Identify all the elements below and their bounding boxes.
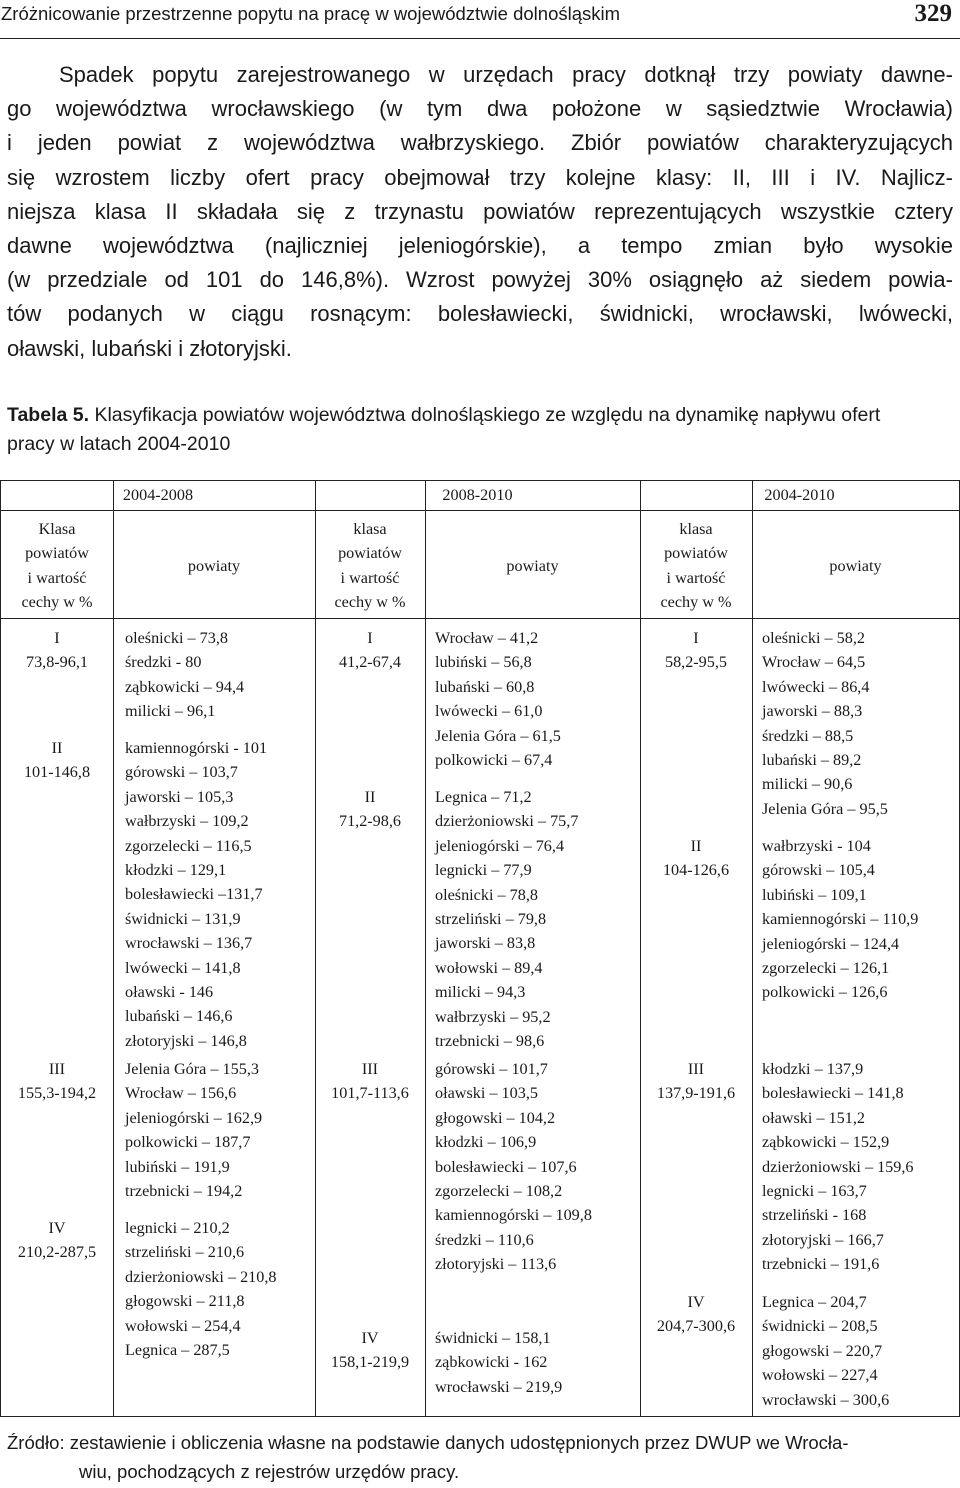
powiat-entry: wrocławski – 136,7 [125, 934, 253, 953]
powiaty-list [125, 1216, 277, 1362]
powiat-entry: dzierżoniowski – 210,8 [125, 1267, 277, 1286]
powiat-entry: zgorzelecki – 108,2 [435, 1182, 563, 1201]
class-column-header: klasa powiatów i wartość cechy w % [660, 520, 732, 612]
powiaty-list [435, 626, 561, 772]
period-header: 2004-2010 [764, 486, 835, 504]
powiat-entry: Jelenia Góra – 95,5 [762, 799, 888, 818]
powiat-entry: legnicki – 77,9 [435, 861, 532, 880]
powiat-entry: wołowski – 89,4 [435, 958, 543, 977]
powiat-entry: wałbrzyski - 104 [762, 837, 871, 855]
paragraph-line: się wzrostem liczby ofert pracy obejmował trzy kolejne klasy: II, III i IV. Najlicz- [7, 164, 953, 190]
powiat-entry: głogowski – 211,8 [125, 1292, 245, 1311]
period-header: 2008-2010 [442, 486, 513, 504]
powiat-entry: jeleniogórski – 76,4 [435, 836, 565, 855]
powiat-entry: jaworski – 105,3 [125, 787, 234, 806]
powiat-entry: milicki – 90,6 [762, 775, 853, 794]
classification-table [0, 480, 960, 1417]
powiat-entry: jaworski – 88,3 [762, 702, 863, 721]
powiat-entry: jeleniogórski – 124,4 [762, 934, 900, 953]
powiaty-column-header: powiaty [829, 557, 882, 575]
class-label: II 101-146,8 [23, 739, 91, 782]
powiat-entry: wałbrzyski – 109,2 [125, 812, 249, 831]
powiat-entry: lubański – 60,8 [435, 677, 535, 696]
powiat-entry: oławski - 146 [125, 983, 214, 1002]
powiat-entry: trzebnicki – 191,6 [762, 1255, 880, 1274]
paragraph-line: i jeden powiat z województwa wałbrzyskiego. Zbiór powiatów charakteryzujących [7, 130, 953, 156]
paragraph-line: Spadek popytu zarejestrowanego w urzędach pracy dotknął trzy powiaty dawne- [59, 62, 953, 87]
powiat-entry: lwówecki – 141,8 [125, 958, 241, 977]
paragraph-line: dawne województwa (najliczniej jeleniogórskie), a tempo zmian było wysokie [7, 233, 953, 259]
table-caption-text: Klasyfikacja powiatów województwa dolnośląskiego ze względu na dynamikę napływu ofert [94, 404, 881, 426]
powiat-entry: trzebnicki – 98,6 [435, 1032, 545, 1051]
powiat-entry: średzki – 110,6 [435, 1230, 534, 1249]
class-label: IV 158,1-219,9 [330, 1329, 410, 1372]
powiat-entry: lubański – 146,6 [125, 1007, 233, 1026]
powiat-entry: strzeliński – 79,8 [435, 910, 547, 929]
powiat-entry: jaworski – 83,8 [435, 934, 536, 953]
powiat-entry: głogowski – 104,2 [435, 1108, 556, 1127]
powiat-entry: kłodzki – 106,9 [435, 1133, 537, 1152]
table-caption-label: Tabela 5. [7, 404, 90, 426]
powiat-entry: kamiennogórski – 110,9 [762, 910, 919, 929]
powiaty-column-header: powiaty [187, 557, 241, 575]
powiaty-list [762, 1057, 914, 1277]
powiat-entry: wrocławski – 300,6 [762, 1390, 890, 1409]
powiat-entry: oławski – 103,5 [435, 1084, 538, 1103]
powiaty-list [762, 1290, 889, 1412]
powiaty-list [762, 834, 918, 1005]
powiat-entry: ząbkowicki – 94,4 [125, 677, 245, 696]
powiat-entry: bolesławiecki –131,7 [125, 885, 263, 904]
class-label: III 101,7-113,6 [331, 1060, 409, 1103]
powiaty-list [435, 785, 578, 1053]
powiat-entry: legnicki – 210,2 [125, 1219, 230, 1237]
powiat-entry: strzeliński – 210,6 [125, 1243, 245, 1262]
powiat-entry: lubiński – 56,8 [435, 653, 532, 672]
powiat-entry: polkowicki – 67,4 [435, 751, 553, 770]
powiat-entry: ząbkowicki – 152,9 [762, 1133, 890, 1152]
powiat-entry: strzeliński - 168 [762, 1206, 867, 1225]
powiat-entry: kamiennogórski – 109,8 [435, 1206, 592, 1225]
powiat-entry: złotoryjski – 166,7 [762, 1230, 884, 1249]
powiat-entry: świdnicki – 158,1 [435, 1329, 551, 1347]
class-label: III 155,3-194,2 [17, 1060, 97, 1103]
powiat-entry: złotoryjski – 146,8 [125, 1031, 247, 1050]
powiat-entry: oławski – 151,2 [762, 1108, 865, 1127]
powiat-entry: zgorzelecki – 116,5 [125, 836, 252, 855]
table-caption [7, 401, 955, 459]
period-header: 2004-2008 [122, 486, 194, 504]
powiat-entry: Legnica – 204,7 [762, 1293, 867, 1311]
powiat-entry: polkowicki – 187,7 [125, 1133, 251, 1152]
page-number: 329 [914, 0, 952, 27]
body-paragraph [7, 58, 953, 366]
powiat-entry: wrocławski – 219,9 [435, 1377, 563, 1396]
powiat-entry: Wrocław – 64,5 [762, 653, 866, 672]
powiat-entry: dzierżoniowski – 75,7 [435, 812, 579, 831]
class-label: I 41,2-67,4 [338, 629, 402, 672]
powiat-entry: dzierżoniowski – 159,6 [762, 1157, 914, 1176]
paragraph-line: oławski, lubański i złotoryjski. [7, 335, 292, 361]
class-label: II 71,2-98,6 [338, 788, 402, 831]
powiat-entry: Jelenia Góra – 155,3 [125, 1060, 259, 1078]
table-caption-text: pracy w latach 2004-2010 [7, 433, 231, 455]
powiaty-list [125, 626, 244, 724]
paragraph-line: (w przedziale od 101 do 146,8%). Wzrost powyżej 30% osiągnęło aż siedem powia- [7, 267, 953, 293]
powiat-entry: świdnicki – 131,9 [125, 909, 241, 928]
powiat-entry: kłodzki – 137,9 [762, 1060, 864, 1078]
powiaty-list [435, 1326, 562, 1399]
class-label: IV 204,7-300,6 [656, 1293, 736, 1336]
source-note-line: Źródło: zestawienie i obliczenia własne na podstawie danych udostępnionych przez DWUP we Wrocła- [7, 1432, 849, 1453]
powiat-entry: wołowski – 227,4 [762, 1366, 878, 1385]
powiaty-list [762, 626, 888, 821]
class-label: II 104-126,6 [662, 837, 730, 880]
powiat-entry: górowski – 103,7 [125, 763, 238, 782]
powiaty-list [435, 1057, 592, 1277]
powiat-entry: milicki – 94,3 [435, 983, 526, 1002]
powiat-entry: lubański – 89,2 [762, 751, 862, 770]
powiat-entry: głogowski – 220,7 [762, 1341, 883, 1360]
powiat-entry: zgorzelecki – 126,1 [762, 959, 890, 978]
paragraph-line: tów podanych w ciągu rosnącym: bolesławiecki, świdnicki, wrocławski, lwówecki, [7, 301, 953, 327]
powiat-entry: bolesławiecki – 107,6 [435, 1157, 577, 1176]
powiat-entry: Jelenia Góra – 61,5 [435, 726, 561, 745]
powiat-entry: jeleniogórski – 162,9 [125, 1108, 263, 1127]
powiat-entry: oleśnicki – 58,2 [762, 629, 865, 647]
class-label: III 137,9-191,6 [656, 1060, 736, 1103]
source-note-line: wiu, pochodzących z rejestrów urzędów pracy. [79, 1461, 460, 1482]
powiat-entry: średzki – 88,5 [762, 726, 854, 745]
powiat-entry: Legnica – 71,2 [435, 788, 532, 806]
source-note [7, 1428, 955, 1486]
powiat-entry: legnicki – 163,7 [762, 1182, 867, 1201]
powiat-entry: lwówecki – 86,4 [762, 677, 870, 696]
paragraph-line: niejsza klasa II składała się z trzynastu powiatów reprezentujących wszystkie cztery [7, 198, 953, 224]
powiat-entry: górowski – 105,4 [762, 861, 875, 880]
powiat-entry: świdnicki – 208,5 [762, 1317, 878, 1336]
powiat-entry: górowski – 101,7 [435, 1060, 548, 1078]
powiat-entry: Legnica – 287,5 [125, 1341, 230, 1360]
powiat-entry: lubiński – 109,1 [762, 885, 867, 904]
powiat-entry: polkowicki – 126,6 [762, 983, 888, 1002]
powiat-entry: lwówecki – 61,0 [435, 702, 543, 721]
powiaty-list [125, 1057, 262, 1203]
powiat-entry: wałbrzyski – 95,2 [435, 1007, 551, 1026]
class-label: IV 210,2-287,5 [17, 1219, 97, 1262]
powiat-entry: kamiennogórski - 101 [125, 739, 268, 757]
powiat-entry: kłodzki – 129,1 [125, 861, 227, 880]
powiat-entry: średzki - 80 [125, 653, 202, 672]
powiat-entry: Wrocław – 41,2 [435, 629, 539, 647]
powiat-entry: oleśnicki – 78,8 [435, 885, 538, 904]
powiaty-column-header: powiaty [506, 557, 559, 575]
powiat-entry: lubiński – 191,9 [125, 1157, 230, 1176]
powiat-entry: oleśnicki – 73,8 [125, 629, 228, 647]
powiat-entry: ząbkowicki - 162 [435, 1353, 548, 1372]
running-header [0, 0, 960, 39]
class-label: I 58,2-95,5 [664, 629, 728, 672]
running-header-title: Zróżnicowanie przestrzenne popytu na pracę w województwie dolnośląskim [1, 3, 621, 24]
paragraph-line: go województwa wrocławskiego (w tym dwa położone w sąsiedztwie Wrocławia) [7, 96, 953, 122]
class-label: I 73,8-96,1 [25, 629, 89, 672]
powiat-entry: milicki – 96,1 [125, 702, 216, 721]
powiat-entry: wołowski – 254,4 [125, 1316, 241, 1335]
powiat-entry: złotoryjski – 113,6 [435, 1255, 557, 1274]
powiat-entry: Wrocław – 156,6 [125, 1084, 237, 1103]
powiat-entry: bolesławiecki – 141,8 [762, 1084, 904, 1103]
class-column-header: klasa powiatów i wartość cechy w % [334, 520, 406, 612]
powiaty-list [125, 736, 267, 1053]
class-column-header: Klasa powiatów i wartość cechy w % [21, 520, 93, 612]
powiat-entry: trzebnicki – 194,2 [125, 1182, 243, 1201]
